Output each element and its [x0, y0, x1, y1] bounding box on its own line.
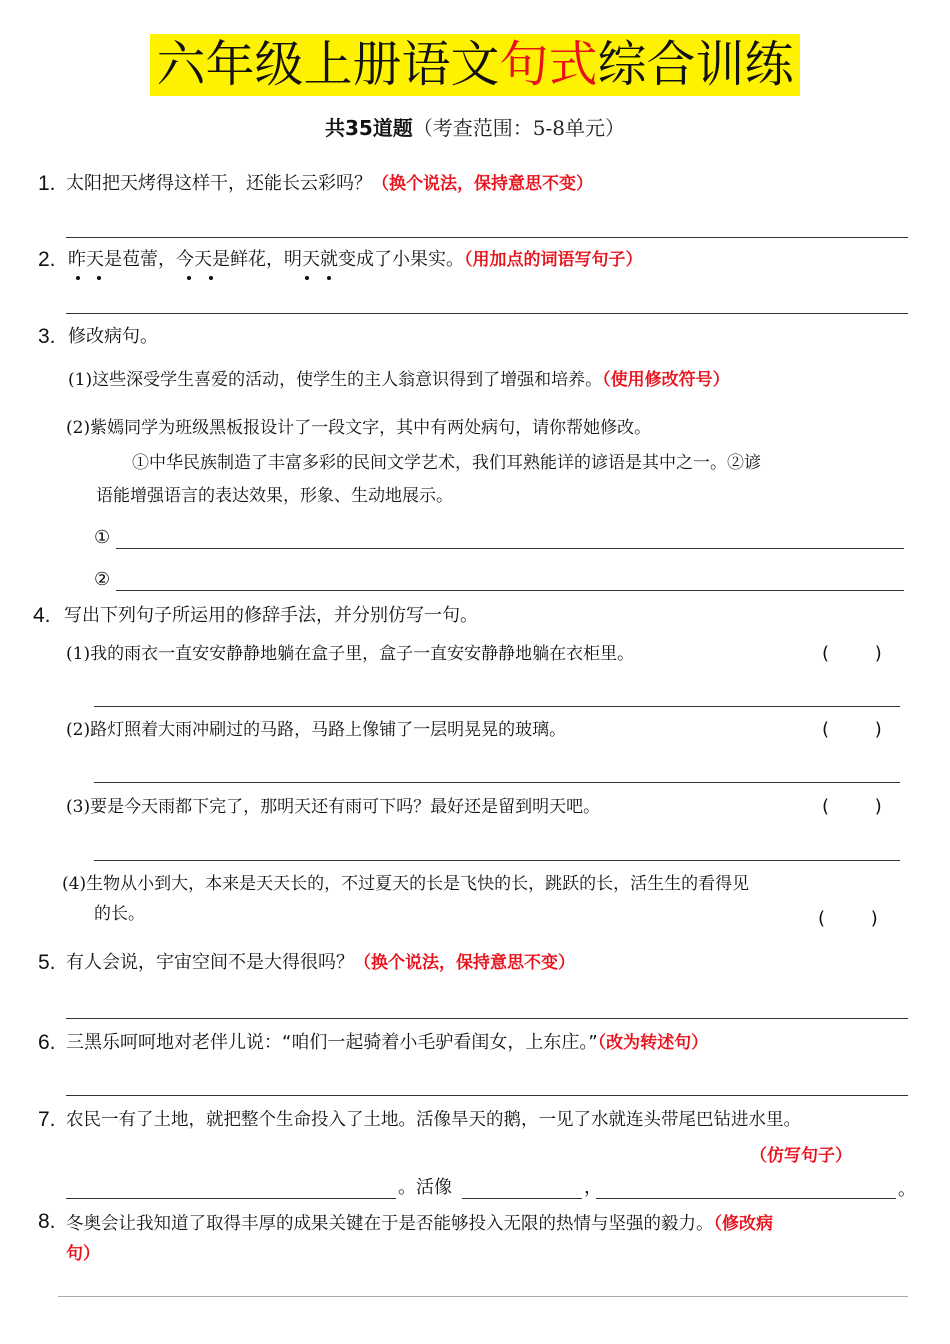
q1-number: 1. — [38, 172, 56, 195]
title-red-part: 句式 — [499, 36, 598, 93]
q3-sub1-instruction: （使用修改符号） — [602, 370, 730, 390]
q3-sub1: (1)这些深受学生喜爱的活动，使学生的主人翁意识得到了增强和培养。（使用修改符号） — [68, 370, 730, 390]
subtitle-scope: （考查范围：5-8单元） — [412, 116, 626, 140]
emphasis-dot — [76, 276, 80, 280]
q4-item2-answer-paren[interactable]: ( ) — [822, 719, 882, 740]
q4-item1-line[interactable] — [94, 706, 900, 707]
q6-instruction: （改为转述句） — [597, 1033, 709, 1053]
title-part1: 六年级上册语文 — [156, 36, 500, 93]
title-part2: 综合训练 — [597, 36, 794, 93]
q4-item3: (3)要是今天雨都下完了，那明天还有雨可下吗？最好还是留到明天吧。 — [66, 797, 601, 817]
q7-fill-mid: 。活像 — [398, 1177, 452, 1198]
q3-blank1-label: ① — [94, 527, 111, 548]
q6-answer-line[interactable] — [66, 1095, 908, 1096]
q7-fill-line-2[interactable] — [462, 1198, 582, 1199]
emphasis-dot — [187, 276, 191, 280]
q7-fill-comma: ， — [584, 1177, 602, 1198]
subtitle-count: 共35道题 — [324, 116, 413, 140]
q4-item2: (2)路灯照着大雨冲刷过的马路，马路上像铺了一层明晃晃的玻璃。 — [66, 720, 567, 740]
q4-number: 4. — [33, 604, 51, 627]
q2-answer-line[interactable] — [66, 313, 908, 314]
q4-text: 写出下列句子所运用的修辞手法，并分别仿写一句。 — [64, 605, 478, 626]
q3-text: 修改病句。 — [68, 326, 158, 347]
q3-paragraph-line2: 语能增强语言的表达效果，形象、生动地展示。 — [96, 486, 453, 506]
q4-item4-answer-paren[interactable]: ( ) — [818, 908, 878, 929]
q8-number: 8. — [38, 1210, 56, 1233]
q5-text: 有人会说，宇宙空间不是大得很吗？（换个说法，保持意思不变） — [66, 952, 575, 973]
emphasis-dot — [97, 276, 101, 280]
q4-item3-line[interactable] — [94, 860, 900, 861]
q8-instruction: （修改病 — [713, 1214, 773, 1234]
q4-item1: (1)我的雨衣一直安安静静地躺在盒子里，盒子一直安安静静地躺在衣柜里。 — [66, 644, 635, 664]
subtitle — [0, 114, 950, 142]
q3-number: 3. — [38, 325, 56, 348]
q2-instruction: （用加点的词语写句子） — [464, 250, 643, 270]
q7-instruction: （仿写句子） — [750, 1146, 852, 1166]
q1-instruction: （换个说法，保持意思不变） — [372, 174, 593, 194]
q2-number: 2. — [38, 248, 56, 271]
q5-number: 5. — [38, 951, 56, 974]
q4-item1-answer-paren[interactable]: ( ) — [822, 643, 882, 664]
q4-item4-line2: 的长。 — [94, 904, 145, 924]
page-title — [0, 34, 950, 96]
q7-fill-line-1[interactable] — [66, 1198, 396, 1199]
q8-instruction-cont: 句） — [66, 1244, 100, 1264]
q3-blank2-line[interactable] — [116, 590, 904, 591]
q6-number: 6. — [38, 1031, 56, 1054]
q3-blank1-line[interactable] — [116, 548, 904, 549]
q5-instruction: （换个说法，保持意思不变） — [354, 953, 575, 973]
q8-text: 冬奥会让我知道了取得丰厚的成果关键在于是否能够投入无限的热情与坚强的毅力。（修改病 — [66, 1214, 773, 1234]
q7-number: 7. — [38, 1108, 56, 1131]
q7-fill-end: 。 — [898, 1179, 916, 1200]
footer-divider — [58, 1296, 908, 1297]
q1-answer-line[interactable] — [66, 237, 908, 238]
emphasis-dot — [209, 276, 213, 280]
q4-item2-line[interactable] — [94, 782, 900, 783]
q1-text: 太阳把天烤得这样干，还能长云彩吗？（换个说法，保持意思不变） — [66, 173, 593, 194]
q4-item3-answer-paren[interactable]: ( ) — [822, 796, 882, 817]
emphasis-dot — [305, 276, 309, 280]
q7-fill-line-3[interactable] — [596, 1198, 896, 1199]
q3-paragraph-line1: ①中华民族制造了丰富多彩的民间文学艺术，我们耳熟能详的谚语是其中之一。②谚 — [132, 453, 761, 473]
q3-blank2-label: ② — [94, 569, 111, 590]
q6-text: 三黑乐呵呵地对老伴儿说：“咱们一起骑着小毛驴看闺女，上东庄。”（改为转述句） — [66, 1032, 709, 1053]
q7-text: 农民一有了土地，就把整个生命投入了土地。活像旱天的鹅，一见了水就连头带尾巴钻进水里。 — [66, 1110, 801, 1130]
q2-text: 昨天是苞蕾，今天是鲜花，明天就变成了小果实。（用加点的词语写句子） — [68, 249, 643, 270]
emphasis-dot — [327, 276, 331, 280]
q5-answer-line[interactable] — [66, 1018, 908, 1019]
q4-item4-line1: (4)生物从小到大，本来是天天长的，不过夏天的长是飞快的长，跳跃的长，活生生的看得见 — [62, 874, 750, 894]
q3-sub2: (2)紫嫣同学为班级黑板报设计了一段文字，其中有两处病句，请你帮她修改。 — [66, 418, 652, 438]
